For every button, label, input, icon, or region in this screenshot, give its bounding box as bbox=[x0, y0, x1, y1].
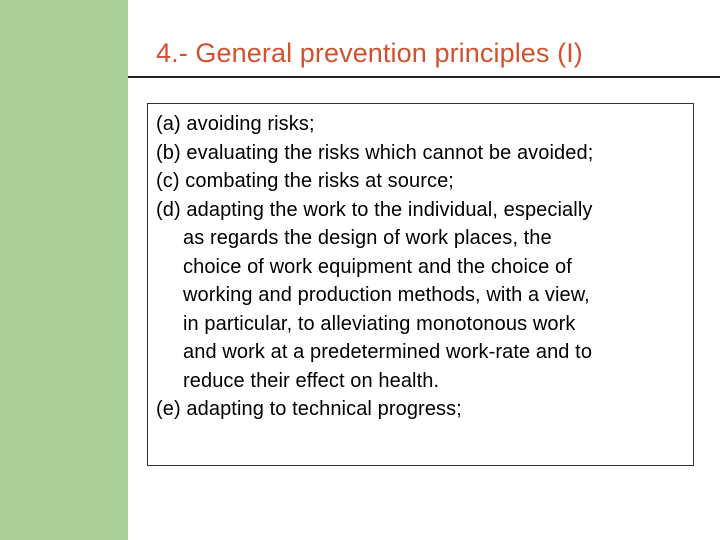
content-box bbox=[147, 103, 694, 466]
side-band bbox=[0, 0, 128, 540]
list-item: (c) combating the risks at source; bbox=[156, 170, 454, 192]
list-item: (e) adapting to technical progress; bbox=[156, 398, 462, 420]
title-divider bbox=[128, 76, 720, 78]
slide-title: 4.- General prevention principles (I) bbox=[156, 38, 583, 68]
list-item: (d) adapting the work to the individual, especially as regards the design of work places, the choice of work equipment and the choice of working and production methods, with a view, in particular, to alleviating monotonous work and work at a predetermined work-rate and to reduce their effect on health. bbox=[156, 198, 593, 392]
list-item: (a) avoiding risks; bbox=[156, 113, 315, 135]
principles-list bbox=[156, 110, 686, 424]
list-item: (b) evaluating the risks which cannot be avoided; bbox=[156, 141, 594, 164]
